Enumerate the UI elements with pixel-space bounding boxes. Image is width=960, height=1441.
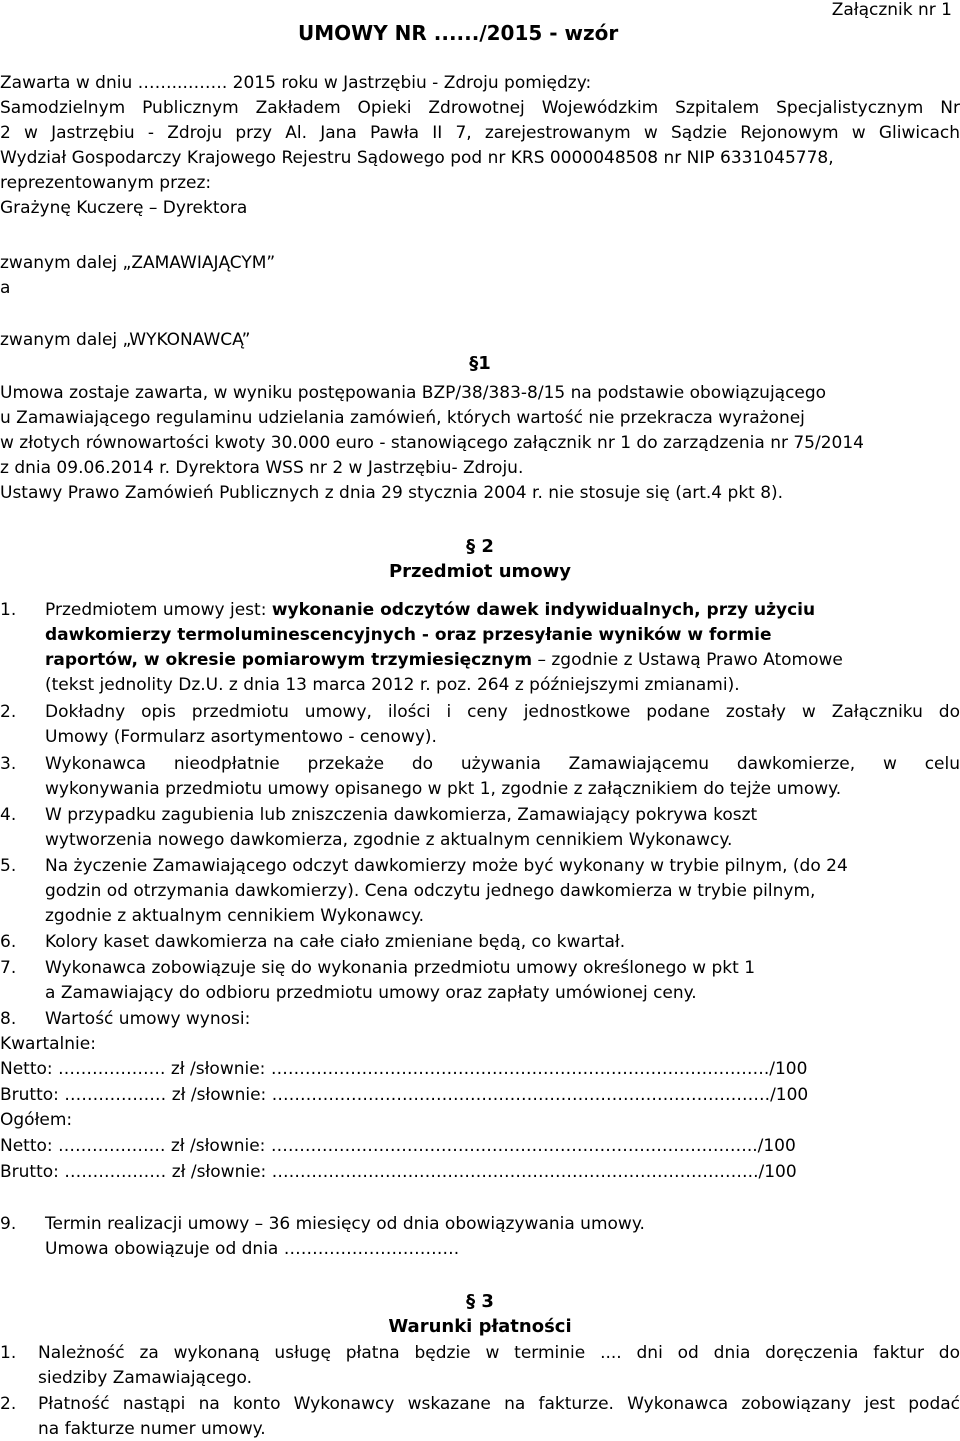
- item-number: 1.: [0, 600, 17, 620]
- section-1-heading: §1: [469, 353, 491, 374]
- intro-line-1: Zawarta w dniu ……...……. 2015 roku w Jastrzębiu - Zdroju pomiędzy:: [0, 73, 592, 93]
- s2-item-8-line-1: Wartość umowy wynosi:: [45, 1009, 251, 1029]
- item-number: 9.: [0, 1214, 17, 1234]
- value-quarterly-net: Netto: ………………. zł /słownie: ……………………………………………………………………………./100: [0, 1059, 808, 1079]
- s3-item-1-line-2: siedziby Zamawiającego.: [38, 1368, 253, 1388]
- s2-item-1-bold: wykonanie odczytów dawek indywidualnych, przy użyciu: [271, 600, 816, 620]
- value-total-label: Ogółem:: [0, 1110, 73, 1130]
- s2-item-1-bold-2: raportów, w okresie pomiarowym trzymiesięcznym: [45, 650, 533, 670]
- s2-item-3-line-2: wykonywania przedmiotu umowy opisanego w pkt 1, zgodnie z załącznikiem do tejże umowy.: [45, 779, 842, 799]
- item-number: 5.: [0, 856, 17, 876]
- s3-item-2-line-1: Płatność nastąpi na konto Wykonawcy wskazane na fakturze. Wykonawca zobowiązany jest podać: [38, 1394, 960, 1414]
- item-number: 2.: [0, 702, 17, 722]
- intro-line-5: reprezentowanym przez:: [0, 173, 212, 193]
- value-quarterly-gross: Brutto: ……………… zł /słownie: ……………………………………………………………………………./100: [0, 1085, 809, 1105]
- item-number: 4.: [0, 805, 17, 825]
- item-number: 6.: [0, 932, 17, 952]
- item-number: 7.: [0, 958, 17, 978]
- s2-item-5-line-1: Na życzenie Zamawiającego odczyt dawkomierzy może być wykonany w trybie pilnym, (do 24: [45, 856, 848, 876]
- intro-line-2: Samodzielnym Publicznym Zakładem Opieki Zdrowotnej Wojewódzkim Szpitalem Specjalistycznym Nr: [0, 98, 960, 118]
- value-total-net: Netto: ………………. zł /słownie: …………………………………………………………………………../100: [0, 1136, 796, 1156]
- section-1-line-5: Ustawy Prawo Zamówień Publicznych z dnia 29 stycznia 2004 r. nie stosuje się (art.4 pkt 8).: [0, 483, 784, 503]
- s2-item-5-line-2: godzin od otrzymania dawkomierzy). Cena odczytu jednego dawkomierza w trybie pilnym,: [45, 881, 816, 901]
- s2-item-1-line-1: [45, 598, 960, 622]
- section-1-line-3: w złotych równowartości kwoty 30.000 euro - stanowiącego załącznik nr 1 do zarządzenia nr 75/2014: [0, 433, 864, 453]
- section-1-line-2: u Zamawiającego regulaminu udzielania zamówień, których wartość nie przekracza wyrażonej: [0, 408, 805, 428]
- value-quarterly-label: Kwartalnie:: [0, 1034, 96, 1054]
- s2-item-5-line-3: zgodnie z aktualnym cennikiem Wykonawcy.: [45, 906, 424, 926]
- intro-line-9: zwanym dalej „WYKONAWCĄ”: [0, 330, 251, 350]
- attachment-label: Załącznik nr 1: [831, 0, 952, 20]
- s2-item-1-line-4: (tekst jednolity Dz.U. z dnia 13 marca 2012 r. poz. 264 z późniejszymi zmianami).: [45, 675, 740, 695]
- s3-item-1-line-1: Należność za wykonaną usługę płatna będzie w terminie .... dni od dnia doręczenia faktur do: [38, 1343, 960, 1363]
- intro-line-8: a: [0, 278, 11, 298]
- value-total-gross: Brutto: ……………… zł /słownie: …………………………………………………………………………../100: [0, 1162, 797, 1182]
- s2-item-1-line-3: [45, 648, 960, 672]
- section-3-heading: § 3: [466, 1291, 494, 1312]
- s2-item-1-lead: Przedmiotem umowy jest:: [45, 600, 272, 620]
- item-number: 1.: [0, 1343, 17, 1363]
- section-2-heading: § 2: [466, 536, 494, 557]
- s3-item-2-line-2: na fakturze numer umowy.: [38, 1419, 266, 1439]
- item-number: 3.: [0, 754, 17, 774]
- intro-line-4: Wydział Gospodarczy Krajowego Rejestru Sądowego pod nr KRS 0000048508 nr NIP 6331045778,: [0, 148, 834, 168]
- intro-line-6: Grażynę Kuczerę – Dyrektora: [0, 198, 248, 218]
- s2-item-1-line-2: dawkomierzy termoluminescencyjnych - oraz przesyłanie wyników w formie: [45, 625, 772, 645]
- section-1-line-4: z dnia 09.06.2014 r. Dyrektora WSS nr 2 w Jastrzębiu- Zdroju.: [0, 458, 524, 478]
- section-2-title: Przedmiot umowy: [388, 561, 572, 582]
- s2-item-9-line-2: Umowa obowiązuje od dnia ………………………….: [45, 1239, 460, 1259]
- section-1-line-1: Umowa zostaje zawarta, w wyniku postępowania BZP/38/383-8/15 na podstawie obowiązującego: [0, 383, 827, 403]
- document-title: UMOWY NR ....../2015 - wzór: [298, 21, 619, 45]
- item-number: 2.: [0, 1394, 17, 1414]
- s2-item-3-line-1: Wykonawca nieodpłatnie przekaże do używania Zamawiającemu dawkomierze, w celu: [45, 754, 960, 774]
- s2-item-6-line-1: Kolory kaset dawkomierza na całe ciało zmieniane będą, co kwartał.: [45, 932, 626, 952]
- s2-item-9-line-1: Termin realizacji umowy – 36 miesięcy od dnia obowiązywania umowy.: [45, 1214, 645, 1234]
- s2-item-7-line-2: a Zamawiający do odbioru przedmiotu umowy oraz zapłaty umówionej ceny.: [45, 983, 697, 1003]
- s2-item-4-line-2: wytworzenia nowego dawkomierza, zgodnie z aktualnym cennikiem Wykonawcy.: [45, 830, 733, 850]
- s2-item-4-line-1: W przypadku zagubienia lub zniszczenia dawkomierza, Zamawiający pokrywa koszt: [45, 805, 758, 825]
- section-3-title: Warunki płatności: [388, 1316, 572, 1337]
- s2-item-1-tail: – zgodnie z Ustawą Prawo Atomowe: [532, 650, 843, 670]
- s2-item-7-line-1: Wykonawca zobowiązuje się do wykonania przedmiotu umowy określonego w pkt 1: [45, 958, 756, 978]
- intro-line-7: zwanym dalej „ZAMAWIAJĄCYM”: [0, 253, 276, 273]
- intro-line-3: 2 w Jastrzębiu - Zdroju przy Al. Jana Pawła II 7, zarejestrowanym w Sądzie Rejonowym w Gliwicach: [0, 123, 960, 143]
- s2-item-2-line-2: Umowy (Formularz asortymentowo - cenowy).: [45, 727, 437, 747]
- s2-item-2-line-1: Dokładny opis przedmiotu umowy, ilości i ceny jednostkowe podane zostały w Załączniku do: [45, 702, 960, 722]
- item-number: 8.: [0, 1009, 17, 1029]
